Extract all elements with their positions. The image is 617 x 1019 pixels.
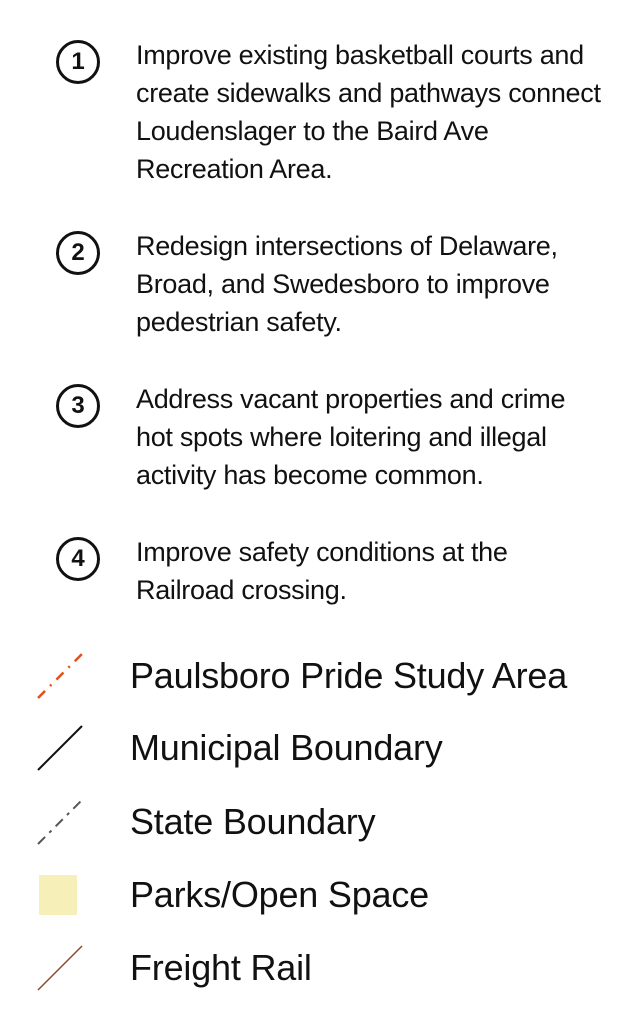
item-text: Redesign intersections of Delaware, Broad, and Swedesboro to improve pedestrian safety. <box>136 231 558 337</box>
legend-item-state-boundary <box>0 792 617 852</box>
number-badge: 3 <box>56 384 100 428</box>
number-badge: 4 <box>56 537 100 581</box>
legend-item-municipal-boundary <box>0 718 617 778</box>
number-badge: 2 <box>56 231 100 275</box>
item-text: Improve existing basketball courts and create sidewalks and pathways connect Loudenslager to the Baird Ave Recreation Area. <box>136 40 601 184</box>
item-text: Improve safety conditions at the Railroad crossing. <box>136 537 508 605</box>
municipal-boundary-line-icon <box>36 724 84 772</box>
number-badge: 1 <box>56 40 100 84</box>
legend-label: Municipal Boundary <box>130 727 443 768</box>
study-area-dashed-line-icon <box>36 652 84 700</box>
legend-item-parks <box>0 865 617 925</box>
item-text: Address vacant properties and crime hot spots where loitering and illegal activity has become common. <box>136 384 566 490</box>
legend-label: State Boundary <box>130 801 376 842</box>
legend-item-freight-rail <box>0 938 617 998</box>
legend-label: Paulsboro Pride Study Area <box>130 655 568 696</box>
state-boundary-dashed-line-icon <box>36 798 84 846</box>
legend-item-study-area <box>0 646 617 706</box>
legend-label: Freight Rail <box>130 947 312 988</box>
parks-swatch-icon <box>36 871 84 919</box>
legend-label: Parks/Open Space <box>130 874 429 915</box>
freight-rail-line-icon <box>36 944 84 992</box>
